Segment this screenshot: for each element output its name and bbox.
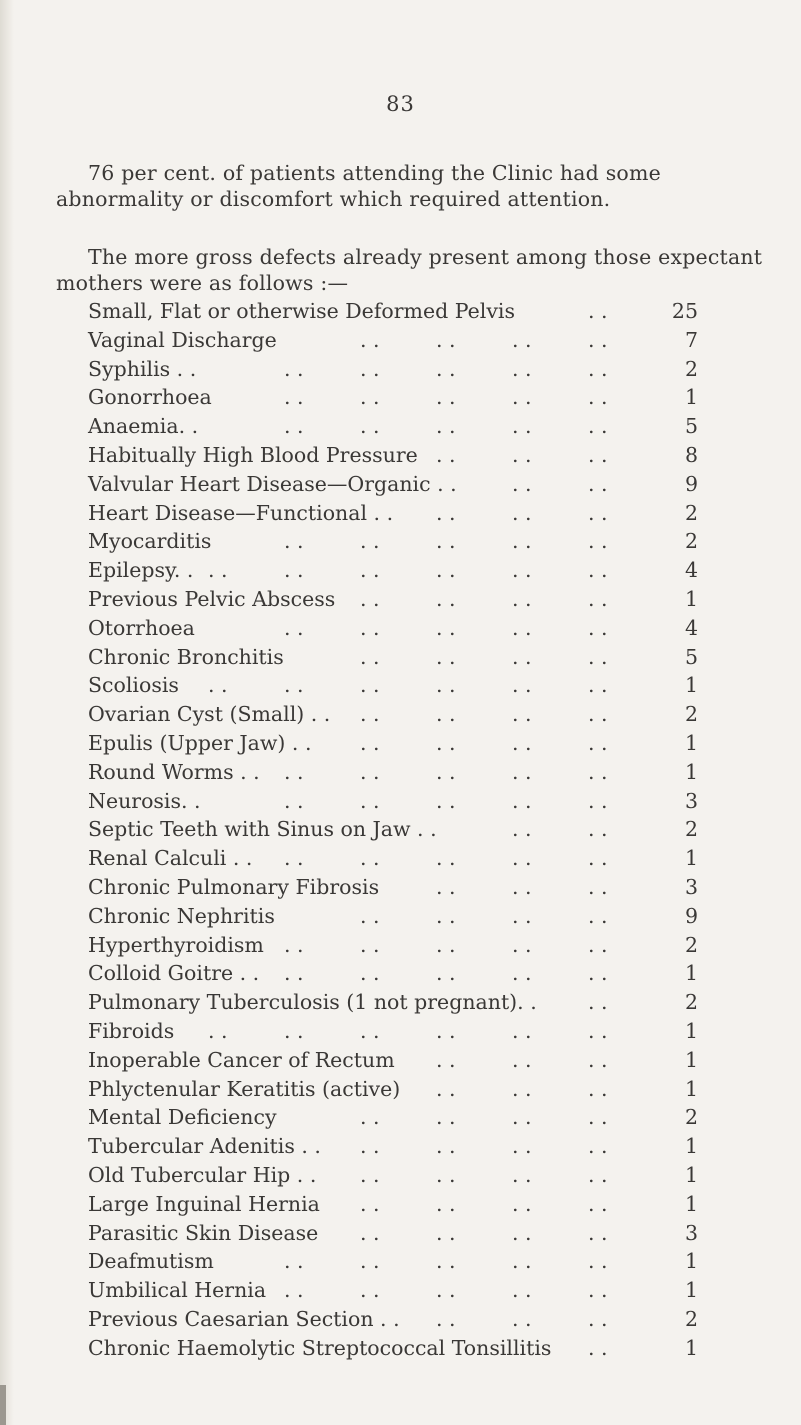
dot-leader: . . — [436, 615, 456, 640]
dot-leader: . . — [360, 903, 380, 928]
dot-leader: . . — [588, 414, 608, 439]
dot-leader: . . — [588, 1047, 608, 1072]
dot-leader: . . — [588, 356, 608, 381]
condition-count: 2 — [684, 702, 698, 727]
dot-leader: . . — [588, 644, 608, 669]
dot-leader: . . — [436, 1191, 456, 1216]
dot-leader: . . — [436, 558, 456, 583]
dot-leader: . . — [360, 586, 380, 611]
dot-leader: . . — [512, 1105, 532, 1130]
condition-count: 1 — [684, 759, 698, 784]
dot-leader: . . — [588, 1134, 608, 1159]
dot-leader: . . — [512, 356, 532, 381]
condition-label: Umbilical Hernia — [88, 1278, 267, 1303]
dot-leader: . . — [588, 702, 608, 727]
condition-label: Renal Calculi . . — [88, 846, 253, 871]
condition-count: 9 — [684, 471, 698, 496]
dot-leader: . . — [284, 414, 304, 439]
dot-leader: . . — [512, 385, 532, 410]
dot-leader: . . — [588, 1162, 608, 1187]
condition-count: 1 — [684, 1162, 698, 1187]
dot-leader: . . — [512, 500, 532, 525]
dot-leader: . . — [436, 442, 456, 467]
condition-row — [88, 297, 698, 326]
dot-leader: . . — [512, 788, 532, 813]
condition-count: 7 — [684, 327, 698, 352]
dot-leader: . . — [360, 702, 380, 727]
condition-label: Parasitic Skin Disease — [88, 1220, 319, 1245]
condition-label: Previous Caesarian Section . . — [88, 1306, 400, 1331]
condition-label: Deafmutism — [88, 1249, 214, 1274]
dot-leader: . . — [436, 644, 456, 669]
dot-leader: . . — [284, 1249, 304, 1274]
dot-leader: . . — [436, 1134, 456, 1159]
dot-leader: . . — [512, 673, 532, 698]
condition-label: Septic Teeth with Sinus on Jaw . . — [88, 817, 437, 842]
dot-leader: . . — [284, 558, 304, 583]
dot-leader: . . — [436, 788, 456, 813]
condition-count: 2 — [684, 990, 698, 1015]
condition-label: Mental Deficiency — [88, 1105, 277, 1130]
condition-row — [88, 585, 698, 614]
condition-row — [88, 441, 698, 470]
dot-leader: . . — [588, 961, 608, 986]
dot-leader: . . — [436, 1162, 456, 1187]
dot-leader: . . — [360, 644, 380, 669]
condition-count: 3 — [684, 788, 698, 813]
condition-row — [88, 1017, 698, 1046]
dot-leader: . . — [436, 529, 456, 554]
dot-leader: . . — [588, 846, 608, 871]
condition-label: Chronic Haemolytic Streptococcal Tonsillitis — [88, 1335, 552, 1360]
condition-row — [88, 470, 698, 499]
dot-leader: . . — [360, 414, 380, 439]
dot-leader: . . — [588, 586, 608, 611]
condition-row — [88, 988, 698, 1017]
condition-label: Anaemia. . — [88, 414, 199, 439]
dot-leader: . . — [588, 1105, 608, 1130]
condition-label: Heart Disease—Functional . . — [88, 500, 394, 525]
condition-count: 2 — [684, 932, 698, 957]
dot-leader: . . — [436, 932, 456, 957]
dot-leader: . . — [360, 1018, 380, 1043]
dot-leader: . . — [512, 1191, 532, 1216]
dot-leader: . . — [360, 558, 380, 583]
dot-leader: . . — [512, 414, 532, 439]
condition-label: Chronic Pulmonary Fibrosis — [88, 874, 380, 899]
condition-label: Fibroids — [88, 1018, 175, 1043]
condition-count: 1 — [684, 1191, 698, 1216]
condition-count: 8 — [684, 442, 698, 467]
dot-leader: . . — [436, 961, 456, 986]
binding-mark — [0, 1385, 6, 1425]
dot-leader: . . — [284, 385, 304, 410]
dot-leader: . . — [360, 1105, 380, 1130]
condition-row — [88, 556, 698, 585]
condition-label: Epulis (Upper Jaw) . . — [88, 730, 312, 755]
dot-leader: . . — [436, 356, 456, 381]
condition-row — [88, 700, 698, 729]
dot-leader: . . — [512, 615, 532, 640]
dot-leader: . . — [360, 1191, 380, 1216]
dot-leader: . . — [360, 1162, 380, 1187]
dot-leader: . . — [436, 385, 456, 410]
dot-leader: . . — [588, 759, 608, 784]
condition-count: 1 — [684, 1249, 698, 1274]
condition-label: Large Inguinal Hernia — [88, 1191, 320, 1216]
condition-count: 5 — [684, 644, 698, 669]
condition-row — [88, 1305, 698, 1334]
condition-label: Ovarian Cyst (Small) . . — [88, 702, 331, 727]
dot-leader: . . — [284, 673, 304, 698]
dot-leader: . . — [512, 327, 532, 352]
dot-leader: . . — [588, 558, 608, 583]
condition-count: 1 — [684, 1335, 698, 1360]
condition-label: Hyperthyroidism — [88, 932, 264, 957]
dot-leader: . . — [512, 730, 532, 755]
condition-count: 4 — [684, 615, 698, 640]
condition-label: Old Tubercular Hip . . — [88, 1162, 317, 1187]
condition-row — [88, 959, 698, 988]
dot-leader: . . — [512, 1162, 532, 1187]
condition-row — [88, 1219, 698, 1248]
condition-row — [88, 499, 698, 528]
dot-leader: . . — [512, 1047, 532, 1072]
dot-leader: . . — [436, 414, 456, 439]
page-left-edge-shadow — [0, 0, 14, 1425]
page-number: 83 — [386, 92, 415, 116]
condition-label: Chronic Nephritis — [88, 903, 275, 928]
condition-label: Otorrhoea — [88, 615, 195, 640]
dot-leader: . . — [588, 874, 608, 899]
dot-leader: . . — [360, 385, 380, 410]
condition-count: 1 — [684, 846, 698, 871]
dot-leader: . . — [436, 702, 456, 727]
condition-row — [88, 931, 698, 960]
condition-row — [88, 326, 698, 355]
dot-leader: . . — [512, 961, 532, 986]
condition-label: Phlyctenular Keratitis (active) — [88, 1076, 401, 1101]
condition-count: 1 — [684, 1076, 698, 1101]
condition-row — [88, 614, 698, 643]
condition-label: Small, Flat or otherwise Deformed Pelvis — [88, 299, 515, 323]
condition-count: 1 — [684, 673, 698, 698]
condition-row — [88, 1334, 698, 1363]
dot-leader: . . — [360, 1249, 380, 1274]
condition-label: Round Worms . . — [88, 759, 260, 784]
dot-leader: . . — [360, 327, 380, 352]
condition-count: 25 — [671, 299, 698, 323]
condition-count: 2 — [684, 356, 698, 381]
dot-leader: . . — [588, 327, 608, 352]
condition-row — [88, 1190, 698, 1219]
dot-leader: . . — [588, 1249, 608, 1274]
dot-leader: . . — [588, 730, 608, 755]
condition-count: 1 — [684, 1134, 698, 1159]
dot-leader: . . — [588, 1306, 608, 1331]
condition-row — [88, 729, 698, 758]
condition-row — [88, 758, 698, 787]
dot-leader: . . — [284, 759, 304, 784]
condition-row — [88, 1103, 698, 1132]
condition-label: Previous Pelvic Abscess — [88, 586, 336, 611]
condition-row — [88, 412, 698, 441]
dot-leader: . . — [284, 846, 304, 871]
condition-label: Tubercular Adenitis . . — [88, 1134, 321, 1159]
condition-count: 2 — [684, 1105, 698, 1130]
dot-leader: . . — [436, 500, 456, 525]
condition-row — [88, 643, 698, 672]
condition-count: 1 — [684, 1278, 698, 1303]
dot-leader: . . — [360, 356, 380, 381]
dot-leader: . . — [436, 1047, 456, 1072]
dot-leader: . . — [588, 1220, 608, 1245]
dot-leader: . . — [360, 961, 380, 986]
dot-leader: . . — [208, 1018, 228, 1043]
condition-count: 1 — [684, 586, 698, 611]
condition-row — [88, 1161, 698, 1190]
condition-label: Inoperable Cancer of Rectum — [88, 1047, 395, 1072]
dot-leader: . . — [360, 1278, 380, 1303]
dot-leader: . . — [512, 759, 532, 784]
dot-leader: . . — [512, 846, 532, 871]
condition-count: 3 — [684, 874, 698, 899]
dot-leader: . . — [436, 327, 456, 352]
dot-leader: . . — [512, 817, 532, 842]
dot-leader: . . — [588, 903, 608, 928]
dot-leader: . . — [360, 673, 380, 698]
condition-row — [88, 1132, 698, 1161]
dot-leader: . . — [512, 586, 532, 611]
conditions-table — [88, 297, 698, 1362]
dot-leader: . . — [512, 932, 532, 957]
dot-leader: . . — [588, 442, 608, 467]
condition-count: 4 — [684, 558, 698, 583]
condition-row — [88, 787, 698, 816]
condition-label: Valvular Heart Disease—Organic . . — [88, 471, 457, 496]
dot-leader: . . — [284, 356, 304, 381]
dot-leader: . . — [588, 932, 608, 957]
condition-row — [88, 873, 698, 902]
dot-leader: . . — [512, 1134, 532, 1159]
dot-leader: . . — [360, 759, 380, 784]
dot-leader: . . — [436, 1018, 456, 1043]
condition-label: Chronic Bronchitis — [88, 644, 284, 669]
dot-leader: . . — [588, 817, 608, 842]
dot-leader: . . — [284, 1278, 304, 1303]
dot-leader: . . — [588, 1018, 608, 1043]
condition-count: 5 — [684, 414, 698, 439]
dot-leader: . . — [588, 788, 608, 813]
dot-leader: . . — [512, 442, 532, 467]
dot-leader: . . — [512, 1220, 532, 1245]
dot-leader: . . — [284, 788, 304, 813]
dot-leader: . . — [512, 529, 532, 554]
dot-leader: . . — [512, 903, 532, 928]
dot-leader: . . — [512, 644, 532, 669]
dot-leader: . . — [512, 558, 532, 583]
dot-leader: . . — [512, 1306, 532, 1331]
dot-leader: . . — [512, 874, 532, 899]
dot-leader: . . — [588, 673, 608, 698]
intro-line-2: abnormality or discomfort which required attention. — [56, 187, 611, 211]
condition-row — [88, 1276, 698, 1305]
dot-leader: . . — [360, 788, 380, 813]
dot-leader: . . — [436, 1249, 456, 1274]
dot-leader: . . — [512, 471, 532, 496]
condition-count: 1 — [684, 730, 698, 755]
condition-row — [88, 1075, 698, 1104]
dot-leader: . . — [284, 1018, 304, 1043]
condition-row — [88, 844, 698, 873]
condition-row — [88, 1046, 698, 1075]
condition-row — [88, 355, 698, 384]
condition-count: 2 — [684, 1306, 698, 1331]
dot-leader: . . — [284, 961, 304, 986]
dot-leader: . . — [436, 759, 456, 784]
condition-label: Habitually High Blood Pressure — [88, 442, 418, 467]
dot-leader: . . — [208, 558, 228, 583]
condition-count: 2 — [684, 529, 698, 554]
condition-row — [88, 815, 698, 844]
condition-count: 1 — [684, 961, 698, 986]
dot-leader: . . — [588, 500, 608, 525]
dot-leader: . . — [588, 299, 608, 323]
dot-leader: . . — [436, 1220, 456, 1245]
dot-leader: . . — [360, 932, 380, 957]
dot-leader: . . — [588, 471, 608, 496]
condition-label: Vaginal Discharge — [88, 327, 277, 352]
dot-leader: . . — [588, 1076, 608, 1101]
dot-leader: . . — [436, 846, 456, 871]
intro-paragraph — [56, 160, 776, 212]
dot-leader: . . — [588, 529, 608, 554]
dot-leader: . . — [436, 730, 456, 755]
condition-label: Epilepsy. . — [88, 558, 194, 583]
dot-leader: . . — [588, 1191, 608, 1216]
dot-leader: . . — [512, 1018, 532, 1043]
dot-leader: . . — [588, 990, 608, 1015]
dot-leader: . . — [512, 1249, 532, 1274]
dot-leader: . . — [436, 673, 456, 698]
condition-label: Syphilis . . — [88, 356, 197, 381]
dot-leader: . . — [436, 874, 456, 899]
condition-label: Gonorrhoea — [88, 385, 212, 410]
dot-leader: . . — [436, 586, 456, 611]
defects-line-1: The more gross defects already present among those expectant — [88, 245, 763, 269]
dot-leader: . . — [284, 932, 304, 957]
dot-leader: . . — [436, 1105, 456, 1130]
condition-count: 1 — [684, 1018, 698, 1043]
dot-leader: . . — [436, 903, 456, 928]
condition-row — [88, 1247, 698, 1276]
condition-count: 2 — [684, 500, 698, 525]
condition-count: 9 — [684, 903, 698, 928]
dot-leader: . . — [284, 529, 304, 554]
condition-count: 1 — [684, 1047, 698, 1072]
dot-leader: . . — [360, 529, 380, 554]
dot-leader: . . — [588, 385, 608, 410]
condition-row — [88, 383, 698, 412]
condition-count: 3 — [684, 1220, 698, 1245]
dot-leader: . . — [360, 730, 380, 755]
condition-label: Myocarditis — [88, 529, 212, 554]
dot-leader: . . — [360, 1220, 380, 1245]
defects-paragraph — [56, 244, 776, 296]
dot-leader: . . — [512, 702, 532, 727]
dot-leader: . . — [208, 673, 228, 698]
condition-count: 1 — [684, 385, 698, 410]
condition-label: Neurosis. . — [88, 788, 201, 813]
dot-leader: . . — [588, 1278, 608, 1303]
dot-leader: . . — [436, 1306, 456, 1331]
condition-label: Colloid Goitre . . — [88, 961, 260, 986]
intro-line-1: 76 per cent. of patients attending the Clinic had some — [88, 161, 661, 185]
condition-label: Pulmonary Tuberculosis (1 not pregnant). . — [88, 990, 537, 1015]
dot-leader: . . — [512, 1278, 532, 1303]
dot-leader: . . — [436, 1076, 456, 1101]
dot-leader: . . — [360, 615, 380, 640]
condition-row — [88, 671, 698, 700]
dot-leader: . . — [360, 846, 380, 871]
condition-count: 2 — [684, 817, 698, 842]
dot-leader: . . — [588, 615, 608, 640]
dot-leader: . . — [588, 1335, 608, 1360]
condition-row — [88, 902, 698, 931]
dot-leader: . . — [284, 615, 304, 640]
dot-leader: . . — [436, 1278, 456, 1303]
defects-line-2: mothers were as follows :— — [56, 271, 349, 295]
dot-leader: . . — [512, 1076, 532, 1101]
condition-row — [88, 527, 698, 556]
dot-leader: . . — [360, 1134, 380, 1159]
condition-label: Scoliosis — [88, 673, 179, 698]
